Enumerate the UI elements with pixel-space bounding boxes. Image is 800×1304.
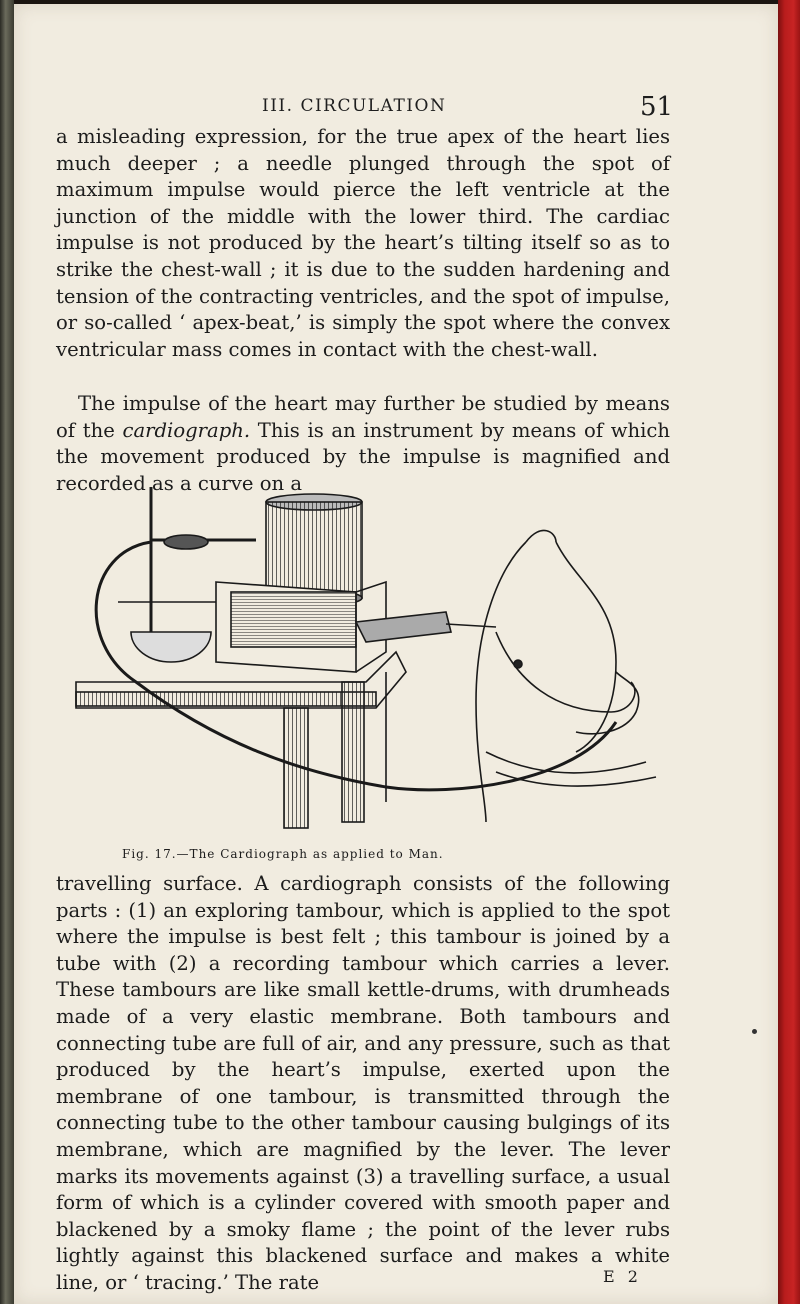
page-number: 51 xyxy=(640,92,674,122)
figure-caption: Fig. 17.—The Cardiograph as applied to Man. xyxy=(122,847,444,861)
text-run: This is an instrument by means of which the movement produced by the impulse is magnified and recorded as a curve on a xyxy=(56,418,671,495)
book-binding-edge xyxy=(0,0,14,1304)
book-page xyxy=(14,4,778,1304)
cardiograph-illustration xyxy=(56,482,670,836)
chapter-title: III. CIRCULATION xyxy=(262,96,447,116)
paragraph-cardiograph-parts: travelling surface. A cardiograph consists of the following parts : (1) an exploring tambour, which is applied to the spot where the impulse is best felt ; this tambour is joined by a tube with (2) a recording tambour which carries a lever. These tambours are like small kettle-drums, with drumheads made of a very elastic membrane. Both tambours and connecting tube are full of air, and any pressure, such as that produced by the heart’s impulse, exerted upon the membrane of one tambour, is transmitted through the connecting tube to the other tambour causing bulgings of its membrane, which are magnified by the lever. The lever marks its movements against (3) a travelling surface, a usual form of which is a cylinder covered with smooth paper and blackened by a smoky flame ; the point of the lever rubs lightly against this blackened surface and makes a white line, or ‘ tracing.’ The rate xyxy=(56,872,670,1294)
paragraph-apex-beat: a misleading expression, for the true apex of the heart lies much deeper ; a needle plunged through the spot of maximum impulse would pierce the left ventricle at the junction of the middle with the lower third. The cardiac impulse is not produced by the heart’s tilting itself so as to strike the chest-wall ; it is due to the sudden hardening and tension of the contracting ventricles, and the spot of impulse, or so-called ‘ apex-beat,’ is simply the spot where the convex ventricular mass comes in contact with the chest-wall. xyxy=(56,125,670,361)
red-cover-edge xyxy=(778,0,800,1304)
page-speck xyxy=(752,1029,757,1034)
italic-term: cardiograph. xyxy=(122,418,251,442)
signature-mark: E 2 xyxy=(603,1267,642,1286)
text-run: The impulse of the heart may further be studied by means of the xyxy=(56,392,670,442)
